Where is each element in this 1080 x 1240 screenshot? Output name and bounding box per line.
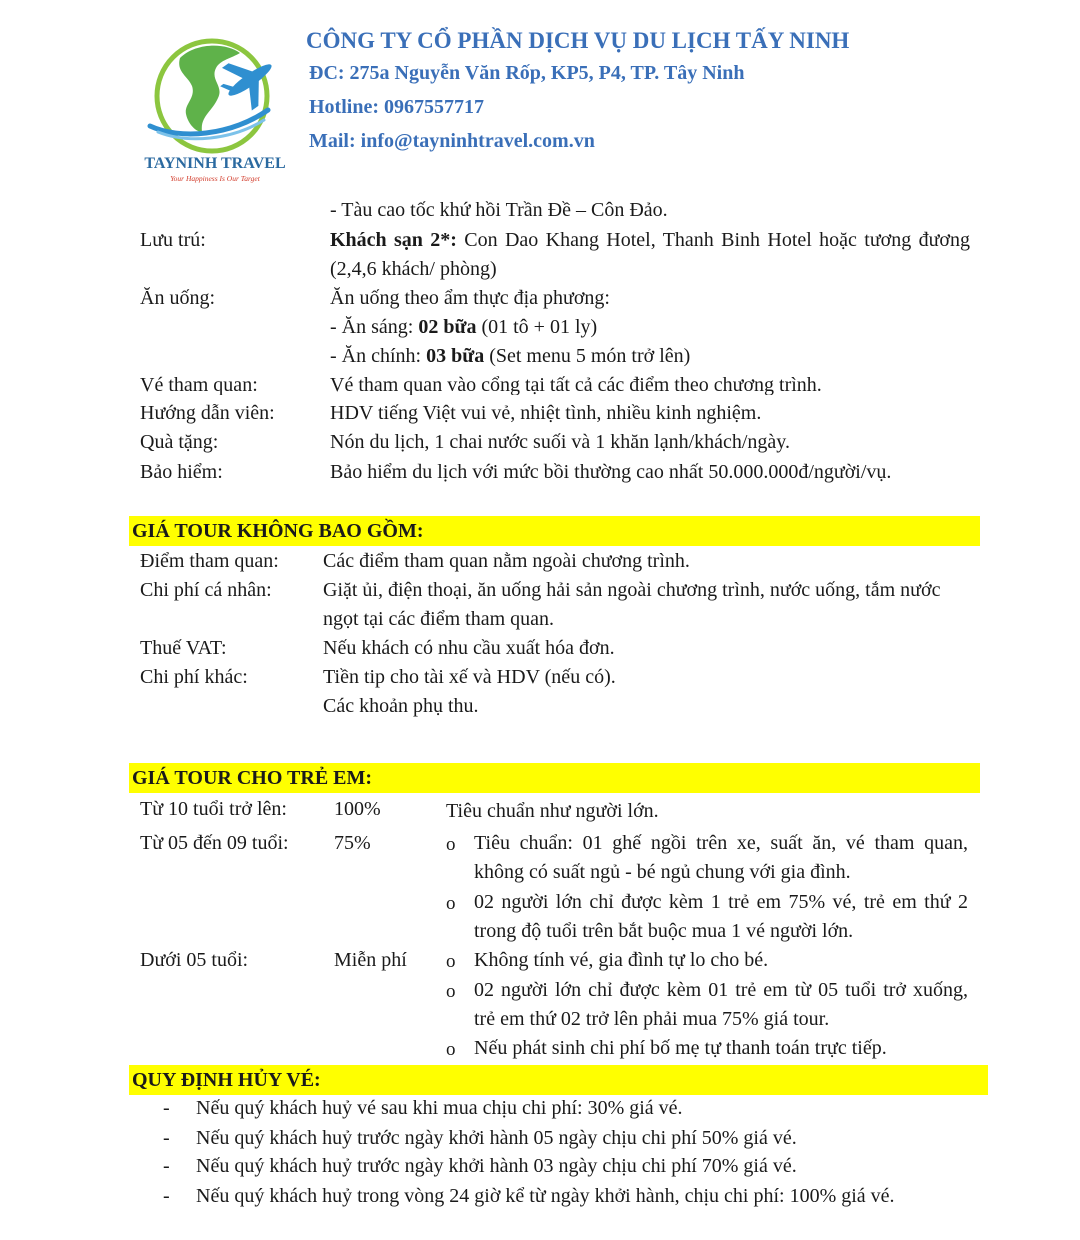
excluded-extra: Các khoản phụ thu.: [323, 695, 479, 717]
excluded-value-2: Giặt ủi, điện thoại, ăn uống hải sản ngoài chương trình, nước uống, tắm nước ngọt tại các điểm tham quan.: [323, 579, 941, 630]
logo-wordmark: TAYNINH TRAVEL: [144, 155, 286, 172]
lunch-bold: 03 bữa: [426, 345, 485, 367]
bullet-mark: o: [446, 834, 456, 855]
breakfast-pre: - Ăn sáng:: [330, 316, 419, 338]
child-note-1: Tiêu chuẩn như người lớn.: [446, 800, 659, 822]
meals-intro: Ăn uống theo ẩm thực địa phương:: [330, 287, 610, 309]
lodging-value: [330, 226, 970, 284]
child-rate-2: 75%: [334, 832, 371, 854]
child-bullet-3-1: Không tính vé, gia đình tự lo cho bé.: [474, 949, 769, 971]
children-title: GIÁ TOUR CHO TRẺ EM:: [129, 763, 980, 793]
lodging-label: Lưu trú:: [140, 229, 206, 251]
bullet-mark: o: [446, 1039, 456, 1060]
insurance-label: Bảo hiểm:: [140, 461, 223, 483]
excluded-label-2: Chi phí cá nhân:: [140, 579, 272, 601]
company-info: [306, 26, 849, 158]
gift-value: Nón du lịch, 1 chai nước suối và 1 khăn lạnh/khách/ngày.: [330, 431, 791, 453]
transport-line: - Tàu cao tốc khứ hồi Trần Đề – Côn Đảo.: [330, 199, 668, 221]
child-rate-1: 100%: [334, 798, 381, 820]
lodging-text: Con Dao Khang Hotel, Thanh Binh Hotel hoặc tương đương (2,4,6 khách/ phòng): [330, 229, 970, 280]
dash-mark: -: [163, 1097, 170, 1119]
breakfast-bold: 02 bữa: [418, 316, 477, 338]
child-bullet-3-3: Nếu phát sinh chi phí bố mẹ tự thanh toán trực tiếp.: [474, 1037, 887, 1059]
excluded-label-3: Thuế VAT:: [140, 637, 227, 659]
logo-slogan: Your Happiness Is Our Target: [170, 174, 260, 183]
lunch-line: [330, 342, 690, 371]
excluded-value-3: Nếu khách có nhu cầu xuất hóa đơn.: [323, 637, 615, 659]
child-rate-3: Miễn phí: [334, 949, 407, 971]
bullet-mark: o: [446, 981, 456, 1002]
child-age-1: Từ 10 tuổi trở lên:: [140, 798, 287, 820]
lunch-pre: - Ăn chính:: [330, 345, 427, 367]
guide-value: HDV tiếng Việt vui vẻ, nhiệt tình, nhiều kinh nghiệm.: [330, 402, 762, 424]
bullet-mark: o: [446, 893, 456, 914]
gift-label: Quà tặng:: [140, 431, 219, 453]
meals-label: Ăn uống:: [140, 287, 215, 309]
excluded-value-4: Tiền tip cho tài xế và HDV (nếu có).: [323, 666, 616, 688]
company-mail: Mail: info@tayninhtravel.com.vn: [309, 130, 595, 152]
company-hotline: Hotline: 0967557717: [309, 96, 484, 118]
cancel-item-3: Nếu quý khách huỷ trước ngày khởi hành 03 ngày chịu chi phí 70% giá vé.: [196, 1155, 797, 1177]
excluded-title: GIÁ TOUR KHÔNG BAO GỒM:: [129, 516, 980, 546]
dash-mark: -: [163, 1185, 170, 1207]
excluded-value-1: Các điểm tham quan nằm ngoài chương trình.: [323, 550, 690, 572]
company-address: ĐC: 275a Nguyễn Văn Rốp, KP5, P4, TP. Tây Ninh: [309, 62, 745, 84]
lunch-post: (Set menu 5 món trở lên): [484, 345, 691, 367]
dash-mark: -: [163, 1155, 170, 1177]
excluded-label-4: Chi phí khác:: [140, 666, 248, 688]
tickets-value: Vé tham quan vào cổng tại tất cả các điểm theo chương trình.: [330, 374, 822, 395]
lodging-bold: Khách sạn 2*:: [330, 229, 457, 251]
dash-mark: -: [163, 1127, 170, 1149]
child-bullet-2-2: 02 người lớn chỉ được kèm 1 trẻ em 75% vé, trẻ em thứ 2 trong độ tuổi trên bắt buộc mua 1 vé người lớn.: [474, 891, 968, 942]
tickets-label: Vé tham quan:: [140, 374, 258, 395]
child-age-2: Từ 05 đến 09 tuổi:: [140, 832, 289, 854]
cancel-item-4: Nếu quý khách huỷ trong vòng 24 giờ kể từ ngày khởi hành, chịu chi phí: 100% giá vé.: [196, 1185, 895, 1207]
company-name: CÔNG TY CỔ PHẦN DỊCH VỤ DU LỊCH TẤY NINH: [306, 28, 850, 53]
guide-label: Hướng dẫn viên:: [140, 402, 275, 424]
globe-airplane-icon: [140, 28, 290, 188]
breakfast-post: (01 tô + 01 ly): [476, 316, 598, 338]
bullet-mark: o: [446, 951, 456, 972]
excluded-label-1: Điểm tham quan:: [140, 550, 279, 572]
breakfast-line: [330, 313, 597, 342]
cancel-item-1: Nếu quý khách huỷ vé sau khi mua chịu chi phí: 30% giá vé.: [196, 1097, 683, 1119]
insurance-value: Bảo hiểm du lịch với mức bồi thường cao nhất 50.000.000đ/người/vụ.: [330, 461, 892, 483]
child-age-3: Dưới 05 tuổi:: [140, 949, 249, 971]
child-bullet-3-2: 02 người lớn chỉ được kèm 01 trẻ em từ 05 tuổi trở xuống, trẻ em thứ 02 trở lên phải mua 75% giá tour.: [474, 979, 968, 1030]
child-bullet-2-1: Tiêu chuẩn: 01 ghế ngồi trên xe, suất ăn, vé tham quan, không có suất ngủ - bé ngủ chung với gia đình.: [474, 832, 968, 883]
company-logo: [140, 28, 290, 188]
cancel-item-2: Nếu quý khách huỷ trước ngày khởi hành 05 ngày chịu chi phí 50% giá vé.: [196, 1127, 797, 1149]
cancellation-title: QUY ĐỊNH HỦY VÉ:: [129, 1065, 988, 1095]
